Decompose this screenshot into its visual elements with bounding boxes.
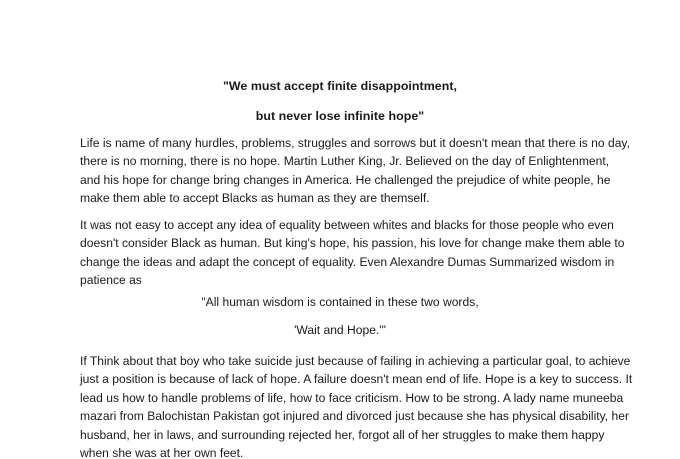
paragraph-line: lead us how to handle problems of life, how to face criticism. How to be strong. A lady name muneeba (80, 390, 624, 405)
paragraph-line: and his hope for change bring changes in America. He challenged the prejudice of white people, he (80, 172, 611, 187)
paragraph-line: mazari from Balochistan Pakistan got injured and divorced just because she has physical disability, her (80, 409, 629, 424)
title-line-2: but never lose infinite hope" (255, 109, 425, 123)
title-line-1: "We must accept finite disappointment, (222, 79, 458, 93)
paragraph-line: just a position is because of lack of hope. A failure doesn't mean end of life. Hope is a key to success. It (80, 372, 633, 387)
paragraph-line: It was not easy to accept any idea of equality between whites and blacks for those people who even (80, 218, 614, 232)
paragraph-line: there is no morning, there is no hope. Martin Luther King, Jr. Believed on the day of Enlightenment, (80, 154, 610, 169)
paragraph-3 (80, 352, 640, 459)
quote-line-2: 'Wait and Hope.'" (294, 323, 386, 337)
paragraph-2 (80, 216, 640, 290)
quote-line-1: "All human wisdom is contained in these two words, (201, 295, 479, 309)
paragraph-line: make them able to accept Blacks as human as they are themself. (80, 191, 430, 206)
paragraph-line: when she was at her own feet. (80, 446, 244, 459)
paragraph-line: husband, her in laws, and surrounding rejected her, forgot all of her struggles to make them happy (80, 427, 605, 442)
paragraph-line: patience as (80, 273, 142, 288)
paragraph-line: doesn't consider Black as human. But king's hope, his passion, his love for change make them able to (80, 236, 625, 251)
paragraph-line: If Think about that boy who take suicide just because of failing in achieving a particular goal, to achieve (80, 354, 631, 368)
paragraph-line: change the ideas and adapt the concept of equality. Even Alexandre Dumas Summarized wisdom in (80, 254, 615, 269)
paragraph-1 (80, 134, 640, 208)
paragraph-line: Life is name of many hurdles, problems, struggles and sorrows but it doesn't mean that there is no day, (80, 136, 630, 150)
